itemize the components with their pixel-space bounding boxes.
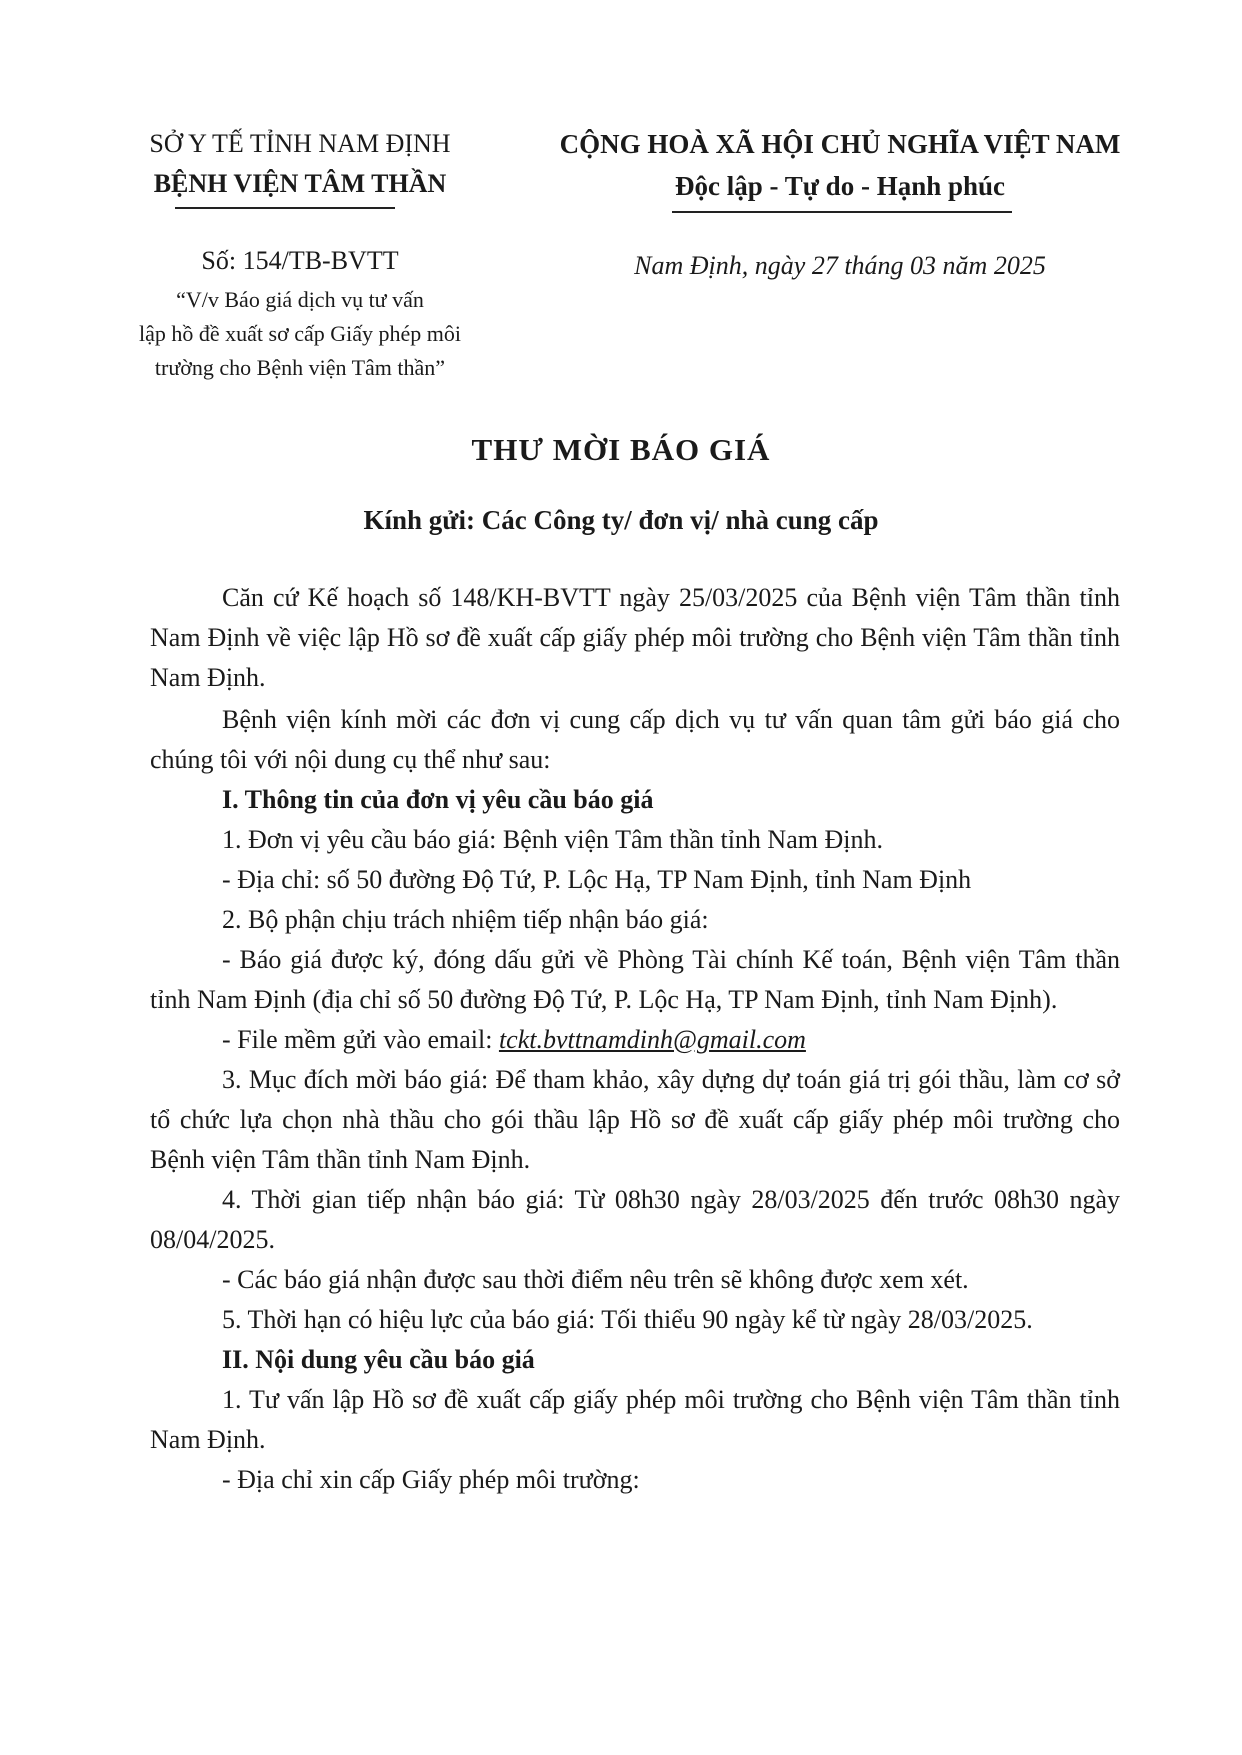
national-motto: Độc lập - Tự do - Hạnh phúc [674,171,1006,201]
recipient-greeting: Kính gửi: Các Công ty/ đơn vị/ nhà cung cấp [363,505,879,535]
item-email-line [150,1020,1120,1060]
item-submission-instructions: - Báo giá được ký, đóng dấu gửi về Phòng Tài chính Kế toán, Bệnh viện Tâm thần tỉnh Nam Định (địa chỉ số 50 đường Độ Tứ, P. Lộc Hạ, TP Nam Định, tỉnh Nam Định). [150,945,1120,1014]
item-validity-period: 5. Thời hạn có hiệu lực của báo giá: Tối thiểu 90 ngày kể từ ngày 28/03/2025. [222,1305,1033,1334]
paragraph-basis: Căn cứ Kế hoạch số 148/KH-BVTT ngày 25/03/2025 của Bệnh viện Tâm thần tỉnh Nam Định về việc lập Hồ sơ đề xuất cấp giấy phép môi trường cho Bệnh viện Tâm thần tỉnh Nam Định. [150,583,1120,692]
document-subject [110,283,490,385]
issuing-authority: SỞ Y TẾ TỈNH NAM ĐỊNH [149,129,451,158]
item-receiving-department: 2. Bộ phận chịu trách nhiệm tiếp nhận báo giá: [222,905,709,934]
section-heading-2: II. Nội dung yêu cầu báo giá [222,1345,535,1374]
header-right-divider [672,211,1012,213]
item-address: - Địa chỉ: số 50 đường Độ Tứ, P. Lộc Hạ, TP Nam Định, tỉnh Nam Định [222,865,972,894]
subject-line: “V/v Báo giá dịch vụ tư vấn [176,287,424,312]
section-heading-1: I. Thông tin của đơn vị yêu cầu báo giá [222,785,654,814]
subject-line: trường cho Bệnh viện Tâm thần” [154,355,446,380]
item-late-submission-note: - Các báo giá nhận được sau thời điểm nêu trên sẽ không được xem xét. [222,1265,969,1294]
document-date: Nam Định, ngày 27 tháng 03 năm 2025 [634,251,1046,280]
item-purpose: 3. Mục đích mời báo giá: Để tham khảo, xây dựng dự toán giá trị gói thầu, làm cơ sở tổ chức lựa chọn nhà thầu cho gói thầu lập Hồ sơ đề xuất cấp giấy phép môi trường cho Bệnh viện Tâm thần tỉnh Nam Định. [150,1065,1120,1174]
national-title: CỘNG HOÀ XÃ HỘI CHỦ NGHĨA VIỆT NAM [559,129,1121,159]
item-receiving-time: 4. Thời gian tiếp nhận báo giá: Từ 08h30 ngày 28/03/2025 đến trước 08h30 ngày 08/04/2025. [150,1185,1120,1254]
email-link[interactable]: tckt.bvttnamdinh@gmail.com [498,1025,806,1054]
item-permit-address: - Địa chỉ xin cấp Giấy phép môi trường: [222,1465,640,1494]
paragraph-invitation: Bệnh viện kính mời các đơn vị cung cấp dịch vụ tư vấn quan tâm gửi báo giá cho chúng tôi với nội dung cụ thể như sau: [150,705,1120,774]
document-number: Số: 154/TB-BVTT [201,246,399,275]
item-requesting-unit: 1. Đơn vị yêu cầu báo giá: Bệnh viện Tâm thần tỉnh Nam Định. [222,825,883,854]
item-consulting-service: 1. Tư vấn lập Hồ sơ đề xuất cấp giấy phép môi trường cho Bệnh viện Tâm thần tỉnh Nam Định. [150,1385,1120,1454]
email-label: - File mềm gửi vào email: [222,1025,499,1054]
body-text [150,578,1120,1500]
subject-line: lập hồ đề xuất sơ cấp Giấy phép môi [139,321,461,346]
document-title: THƯ MỜI BÁO GIÁ [471,432,771,467]
issuing-organization: BỆNH VIỆN TÂM THẦN [153,169,447,198]
header-left-divider [175,207,395,209]
